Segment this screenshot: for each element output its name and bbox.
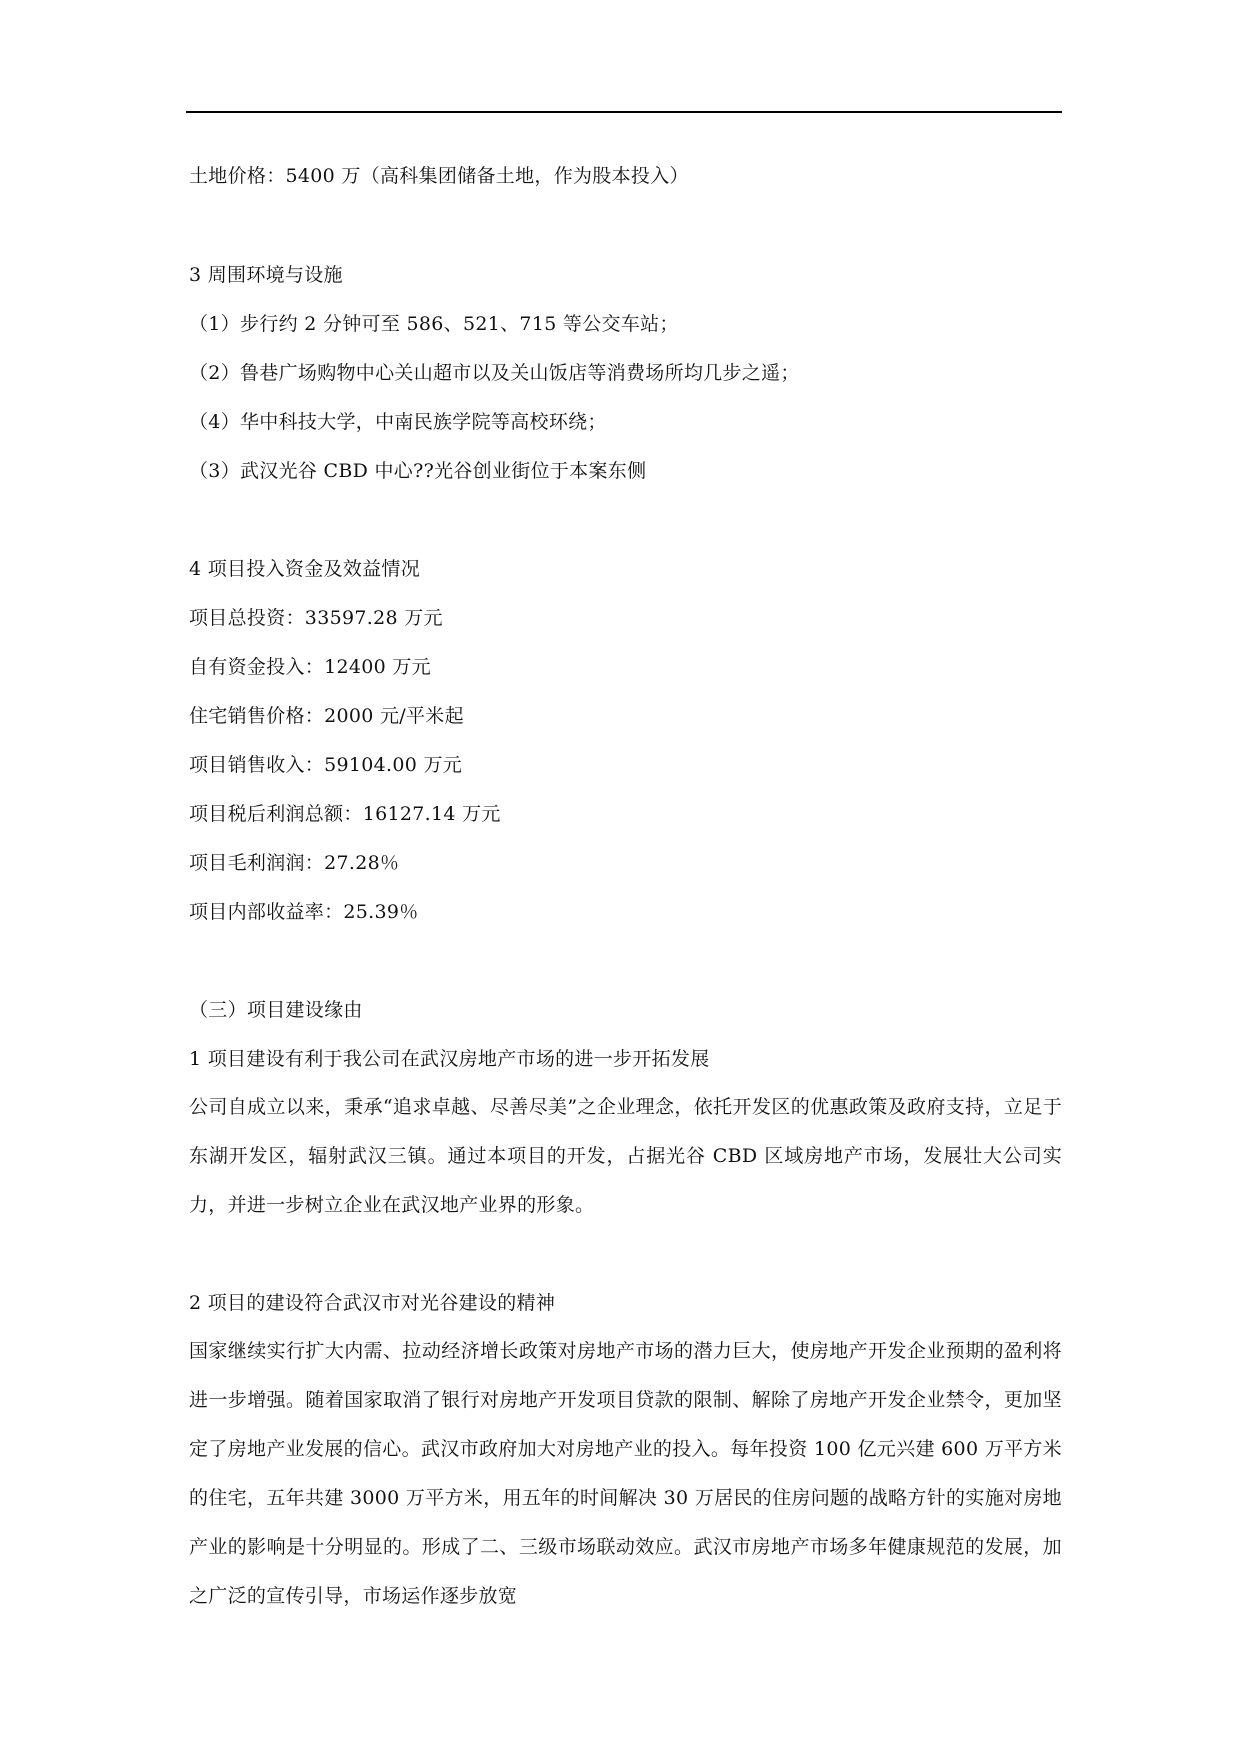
surroundings-item: （1）步行约 2 分钟可至 586、521、715 等公交车站； [189,313,679,335]
section-heading-surroundings: 3 周围环境与设施 [189,264,343,286]
investment-item: 项目税后利润总额：16127.14 万元 [189,803,501,825]
surroundings-item: （3）武汉光谷 CBD 中心??光谷创业街位于本案东侧 [189,460,647,482]
investment-item: 项目内部收益率：25.39％ [189,901,419,923]
part-heading-rationale: （三）项目建设缘由 [189,999,363,1021]
surroundings-item: （2）鲁巷广场购物中心关山超市以及关山饭店等消费场所均几步之遥； [189,362,800,384]
surroundings-item: （4）华中科技大学，中南民族学院等高校环绕； [189,411,607,433]
subsection-heading: 1 项目建设有利于我公司在武汉房地产市场的进一步开拓发展 [189,1048,710,1070]
investment-item: 项目毛利润润：27.28％ [189,852,400,874]
subsection-heading: 2 项目的建设符合武汉市对光谷建设的精神 [189,1292,556,1314]
paragraph-body: 公司自成立以来，秉承“追求卓越、尽善尽美”之企业理念，依托开发区的优惠政策及政府支持，立足于东湖开发区，辐射武汉三镇。通过本项目的开发，占据光谷 CBD 区域房地产市场，发展壮大公司实力，并进一步树立企业在武汉地产业界的形象。 [189,1096,1062,1216]
investment-item: 项目销售收入：59104.00 万元 [189,754,463,776]
land-price-line: 土地价格：5400 万（高科集团储备土地，作为股本投入） [189,165,689,187]
investment-item: 项目总投资：33597.28 万元 [189,607,443,629]
section-heading-investment: 4 项目投入资金及效益情况 [189,558,421,580]
paragraph-body: 国家继续实行扩大内需、拉动经济增长政策对房地产市场的潜力巨大，使房地产开发企业预期的盈利将进一步增强。随着国家取消了银行对房地产开发项目贷款的限制、解除了房地产开发企业禁令，更加坚定了房地产业发展的信心。武汉市政府加大对房地产业的投入。每年投资 100 亿元兴建 600 万平方米的住宅，五年共建 3000 万平方米，用五年的时间解决 30 万居民的住房问题的战略方针的实施对房地产业的影响是十分明显的。形成了二、三级市场联动效应。武汉市房地产市场多年健康规范的发展，加之广泛的宣传引导，市场运作逐步放宽 [189,1340,1062,1607]
investment-item: 自有资金投入：12400 万元 [189,656,431,678]
investment-item: 住宅销售价格：2000 元/平米起 [189,705,464,727]
header-rule [186,111,1062,113]
